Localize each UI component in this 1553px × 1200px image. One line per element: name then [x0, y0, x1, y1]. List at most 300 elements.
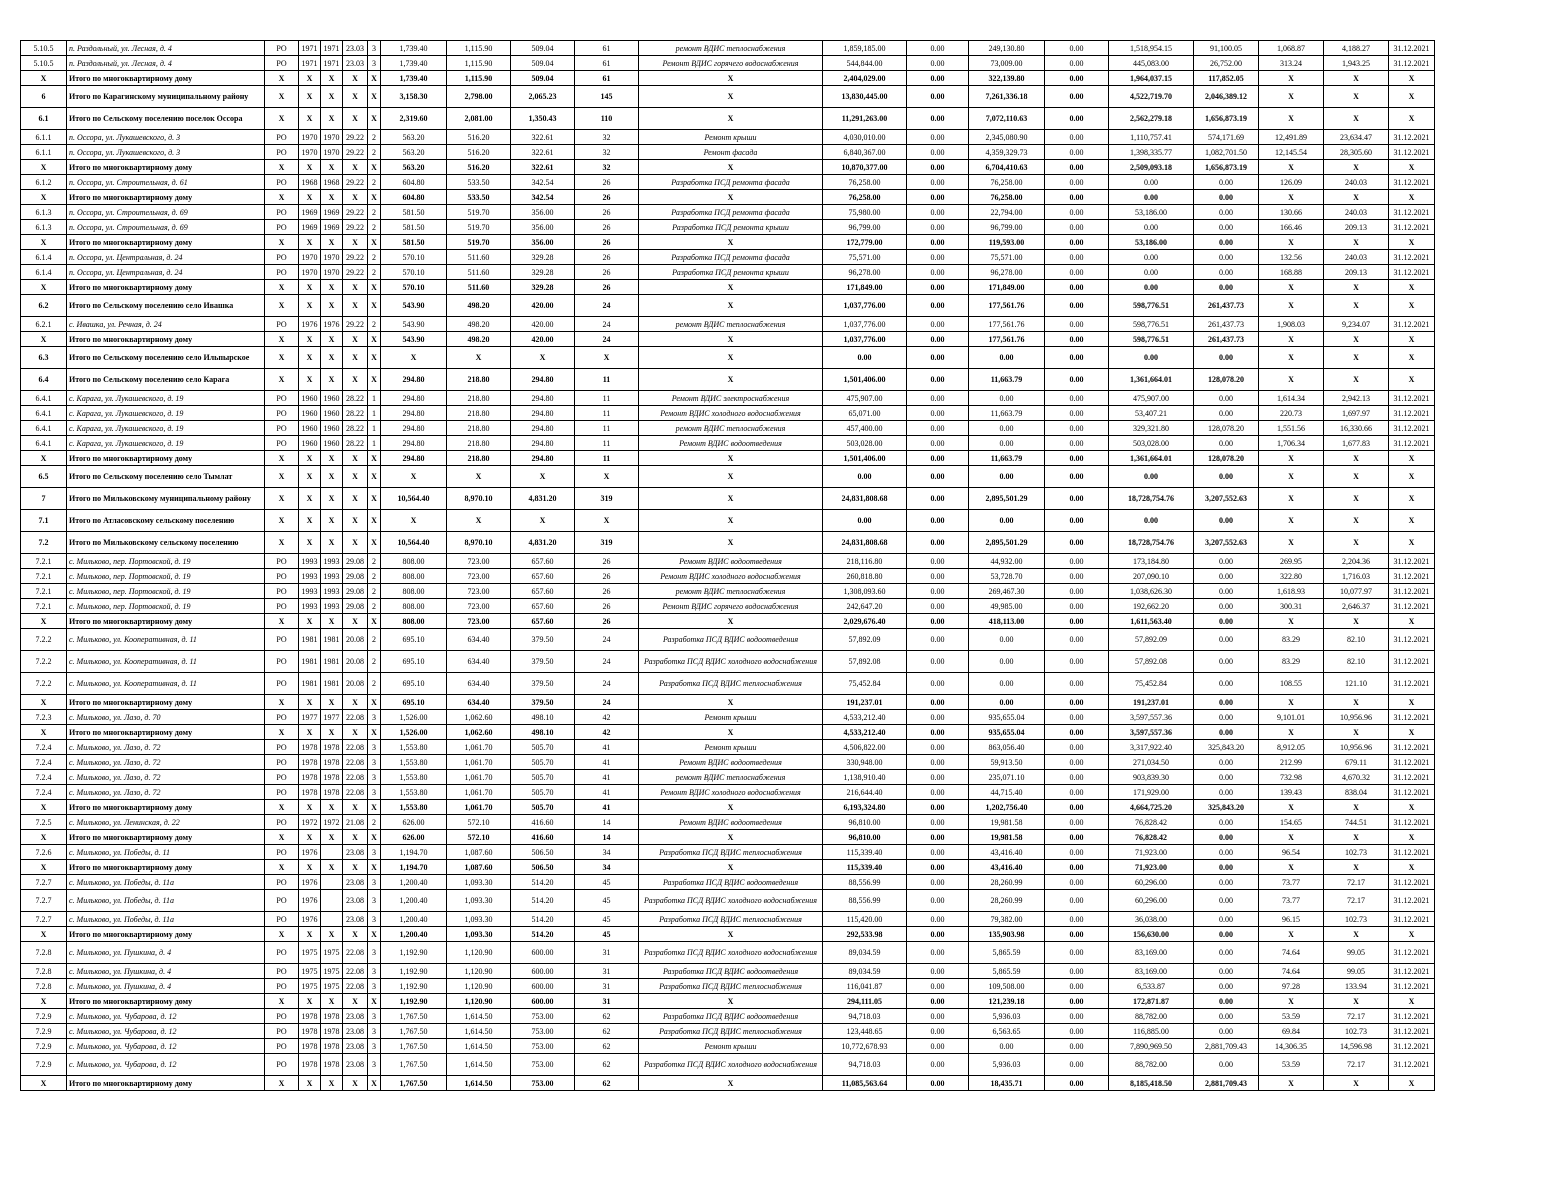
table-cell: 0.00 [1045, 800, 1109, 815]
table-cell: 0.00 [1045, 488, 1109, 510]
table-cell: 1970 [321, 265, 343, 280]
table-cell: X [639, 927, 823, 942]
table-cell: с. Мильково, ул. Кооперативная, д. 11 [67, 673, 265, 695]
table-cell: 572.10 [447, 815, 511, 830]
table-cell: 457,400.00 [823, 421, 907, 436]
table-cell: 83,169.00 [1109, 964, 1194, 979]
table-cell: Разработка ПСД ВДИС теплоснабжения [639, 912, 823, 927]
table-cell: 294.80 [381, 436, 447, 451]
table-cell: 19,981.58 [969, 830, 1045, 845]
table-cell: 31.12.2021 [1389, 912, 1435, 927]
table-cell: 7.2.8 [21, 979, 67, 994]
table-cell: 3 [368, 845, 381, 860]
table-cell: 0.00 [1194, 964, 1259, 979]
table-cell: РО [265, 1024, 299, 1039]
table-cell: 7.2.7 [21, 912, 67, 927]
table-cell: с. Мильково, пер. Портовской, д. 19 [67, 599, 265, 614]
table-cell: 475,907.00 [823, 391, 907, 406]
table-cell: 28.22 [343, 406, 368, 421]
table-cell: 0.00 [907, 421, 969, 436]
table-cell: 31.12.2021 [1389, 710, 1435, 725]
table-cell: 1960 [321, 421, 343, 436]
table-cell: X [343, 994, 368, 1009]
table-cell: X [1389, 927, 1435, 942]
table-cell: 1971 [321, 41, 343, 56]
table-cell: X [1324, 332, 1389, 347]
table-cell: 0.00 [1045, 629, 1109, 651]
table-cell: 445,083.00 [1109, 56, 1194, 71]
table-cell: 53,186.00 [1109, 205, 1194, 220]
table-cell: 753.00 [511, 1024, 575, 1039]
table-cell: 7.2.1 [21, 554, 67, 569]
table-cell: 2 [368, 651, 381, 673]
table-row [21, 280, 1435, 295]
table-cell: 10,564.40 [381, 532, 447, 554]
table-cell: 72.17 [1324, 890, 1389, 912]
table-cell: 72.17 [1324, 1009, 1389, 1024]
table-cell: 22.08 [343, 964, 368, 979]
table-cell: X [299, 994, 321, 1009]
table-cell: X [299, 347, 321, 369]
table-row [21, 317, 1435, 332]
table-cell: 294.80 [511, 369, 575, 391]
table-cell: 1,739.40 [381, 71, 447, 86]
table-cell: 0.00 [907, 406, 969, 421]
table-cell: РО [265, 942, 299, 964]
table-cell: 1,767.50 [381, 1076, 447, 1091]
table-cell: 3 [368, 912, 381, 927]
table-cell: 3 [368, 1024, 381, 1039]
table-cell: 1,767.50 [381, 1039, 447, 1054]
table-cell: 60,296.00 [1109, 875, 1194, 890]
table-cell: Итого по многоквартирному дому [67, 614, 265, 629]
table-cell: X [639, 488, 823, 510]
table-cell: Разработка ПСД ВДИС теплоснабжения [639, 673, 823, 695]
table-cell: 14 [575, 815, 639, 830]
table-cell: с. Мильково, ул. Лазо, д. 70 [67, 710, 265, 725]
table-cell: X [368, 927, 381, 942]
table-cell: X [21, 725, 67, 740]
table-cell: 1,308,093.60 [823, 584, 907, 599]
table-cell: 0.00 [1194, 994, 1259, 1009]
table-cell: 604.80 [381, 175, 447, 190]
table-cell: 42 [575, 710, 639, 725]
table-cell: 0.00 [1045, 369, 1109, 391]
table-cell: X [1259, 347, 1324, 369]
table-cell: 598,776.51 [1109, 317, 1194, 332]
table-cell: 32 [575, 130, 639, 145]
table-cell: X [639, 830, 823, 845]
table-cell: 31 [575, 942, 639, 964]
table-cell: 24 [575, 317, 639, 332]
table-cell [321, 912, 343, 927]
table-row [21, 130, 1435, 145]
table-cell: 294.80 [381, 391, 447, 406]
table-cell: 626.00 [381, 815, 447, 830]
table-cell: 0.00 [907, 205, 969, 220]
table-cell: 6.1.4 [21, 250, 67, 265]
table-cell: 2,204.36 [1324, 554, 1389, 569]
table-cell: 7.1 [21, 510, 67, 532]
table-cell: 0.00 [1194, 1024, 1259, 1039]
table-cell: 11,663.79 [969, 369, 1045, 391]
table-cell: X [21, 695, 67, 710]
table-cell: 1978 [299, 755, 321, 770]
table-cell: 0.00 [1045, 205, 1109, 220]
table-cell: X [321, 532, 343, 554]
table-row [21, 860, 1435, 875]
table-cell: 22.08 [343, 755, 368, 770]
table-cell: 0.00 [969, 673, 1045, 695]
table-cell: 0.00 [907, 466, 969, 488]
table-cell: 1,061.70 [447, 770, 511, 785]
table-cell: 1,082,701.50 [1194, 145, 1259, 160]
table-cell: 75,452.84 [1109, 673, 1194, 695]
table-cell: 26 [575, 554, 639, 569]
table-cell: 28,260.99 [969, 875, 1045, 890]
table-cell: 1960 [299, 436, 321, 451]
table-cell: Итого по Сельскому поселению село Карага [67, 369, 265, 391]
table-cell: 1,614.50 [447, 1024, 511, 1039]
table-cell: 4,831.20 [511, 488, 575, 510]
table-cell: РО [265, 175, 299, 190]
table-cell: 26 [575, 599, 639, 614]
table-cell: X [639, 451, 823, 466]
table-cell: 1970 [321, 130, 343, 145]
table-cell: 1993 [299, 569, 321, 584]
table-cell: 935,655.04 [969, 710, 1045, 725]
table-cell: 10,077.97 [1324, 584, 1389, 599]
table-cell: 24 [575, 295, 639, 317]
table-cell: 0.00 [907, 108, 969, 130]
table-cell: 1,200.40 [381, 927, 447, 942]
table-cell: 570.10 [381, 280, 447, 295]
table-cell: X [1259, 800, 1324, 815]
table-cell: X [321, 108, 343, 130]
table-cell: 935,655.04 [969, 725, 1045, 740]
table-cell: 53,407.21 [1109, 406, 1194, 421]
table-cell: X [1259, 695, 1324, 710]
table-cell: X [343, 927, 368, 942]
table-cell: X [447, 347, 511, 369]
table-cell: 115,339.40 [823, 860, 907, 875]
table-cell: 1970 [321, 250, 343, 265]
table-cell: Итого по многоквартирному дому [67, 71, 265, 86]
table-cell: 1,553.80 [381, 800, 447, 815]
table-cell: 29.08 [343, 584, 368, 599]
table-cell: 2 [368, 220, 381, 235]
table-cell: 322.80 [1259, 569, 1324, 584]
table-cell: 313.24 [1259, 56, 1324, 71]
table-cell: 1,964,037.15 [1109, 71, 1194, 86]
table-cell: 49,985.00 [969, 599, 1045, 614]
table-cell: 4,664,725.20 [1109, 800, 1194, 815]
table-row [21, 912, 1435, 927]
table-cell: 0.00 [907, 532, 969, 554]
table-cell: 102.73 [1324, 845, 1389, 860]
table-cell: X [321, 614, 343, 629]
table-cell: 4,533,212.40 [823, 710, 907, 725]
table-cell: 1960 [321, 406, 343, 421]
table-cell: 1,361,664.01 [1109, 369, 1194, 391]
table-cell: 31 [575, 964, 639, 979]
table-cell: Итого по многоквартирному дому [67, 332, 265, 347]
table-cell: Итого по многоквартирному дому [67, 451, 265, 466]
table-cell: 31.12.2021 [1389, 673, 1435, 695]
table-cell: 695.10 [381, 651, 447, 673]
table-cell: с. Мильково, ул. Чубарова, д. 12 [67, 1024, 265, 1039]
table-cell: X [1259, 488, 1324, 510]
table-cell: 32 [575, 145, 639, 160]
table-cell: 498.10 [511, 725, 575, 740]
table-cell: 0.00 [907, 250, 969, 265]
table-cell: 2,881,709.43 [1194, 1076, 1259, 1091]
table-cell: 2,029,676.40 [823, 614, 907, 629]
table-cell: 1978 [321, 1039, 343, 1054]
table-cell: п. Оссора, ул. Строительная, д. 69 [67, 205, 265, 220]
table-cell: 23.03 [343, 56, 368, 71]
table-cell: 128,078.20 [1194, 369, 1259, 391]
table-cell: 511.60 [447, 250, 511, 265]
table-cell: X [343, 332, 368, 347]
table-cell: 60,296.00 [1109, 890, 1194, 912]
table-cell: 1978 [321, 740, 343, 755]
table-cell: X [1389, 488, 1435, 510]
table-cell: 509.04 [511, 41, 575, 56]
table-cell: 420.00 [511, 295, 575, 317]
table-cell: 1975 [321, 979, 343, 994]
table-cell: 1978 [299, 1039, 321, 1054]
table-cell: Итого по многоквартирному дому [67, 235, 265, 250]
table-cell: 133.94 [1324, 979, 1389, 994]
table-cell: 3 [368, 1039, 381, 1054]
table-cell: X [1324, 695, 1389, 710]
table-cell: 0.00 [1045, 554, 1109, 569]
table-cell: РО [265, 979, 299, 994]
table-cell: 31.12.2021 [1389, 979, 1435, 994]
table-cell: 22.08 [343, 979, 368, 994]
table-cell: 0.00 [907, 651, 969, 673]
table-cell: 1978 [299, 1054, 321, 1076]
table-cell: 0.00 [907, 629, 969, 651]
table-cell: 0.00 [969, 510, 1045, 532]
table-cell: X [1259, 927, 1324, 942]
table-cell: 514.20 [511, 927, 575, 942]
table-cell: 503,028.00 [1109, 436, 1194, 451]
table-cell: 1,706.34 [1259, 436, 1324, 451]
table-cell: X [299, 451, 321, 466]
table-row [21, 406, 1435, 421]
table-cell: РО [265, 651, 299, 673]
table-cell: 24,831,808.68 [823, 488, 907, 510]
table-cell: 416.60 [511, 815, 575, 830]
table-cell: Итого по Атласовскому сельскому поселению [67, 510, 265, 532]
table-cell: 121,239.18 [969, 994, 1045, 1009]
table-cell: Итого по многоквартирному дому [67, 160, 265, 175]
table-cell: 31.12.2021 [1389, 1024, 1435, 1039]
table-cell: 1,739.40 [381, 41, 447, 56]
table-cell: 0.00 [1194, 554, 1259, 569]
table-cell: 3 [368, 770, 381, 785]
table-cell: X [321, 800, 343, 815]
table-cell: X [1389, 725, 1435, 740]
table-cell: 83.29 [1259, 651, 1324, 673]
table-cell: ремонт ВДИС теплоснабжения [639, 317, 823, 332]
table-cell: X [1389, 369, 1435, 391]
table-cell: X [368, 466, 381, 488]
table-cell: X [1259, 614, 1324, 629]
table-cell: 1,061.70 [447, 800, 511, 815]
table-cell: 1970 [321, 145, 343, 160]
table-cell: 0.00 [907, 295, 969, 317]
table-cell: 31.12.2021 [1389, 250, 1435, 265]
table-cell: 1969 [321, 205, 343, 220]
table-cell: 0.00 [907, 488, 969, 510]
table-cell: 9,101.01 [1259, 710, 1324, 725]
table-cell: X [639, 532, 823, 554]
table-cell: 0.00 [907, 220, 969, 235]
table-cell: 1,120.90 [447, 942, 511, 964]
table-cell: Итого по многоквартирному дому [67, 800, 265, 815]
table-cell: 26 [575, 235, 639, 250]
table-cell: Итого по Сельскому поселению село Тымлат [67, 466, 265, 488]
table-cell: 0.00 [1194, 710, 1259, 725]
table-cell: X [265, 994, 299, 1009]
table-cell: 0.00 [907, 56, 969, 71]
table-cell: 0.00 [1194, 569, 1259, 584]
table-cell: 102.73 [1324, 912, 1389, 927]
table-cell: X [447, 466, 511, 488]
table-cell: 1975 [299, 942, 321, 964]
table-cell: РО [265, 785, 299, 800]
table-cell: 7.2.4 [21, 770, 67, 785]
table-cell: 0.00 [1194, 875, 1259, 890]
table-cell: 26 [575, 569, 639, 584]
table-cell: 31.12.2021 [1389, 785, 1435, 800]
table-cell: 0.00 [1194, 695, 1259, 710]
table-cell: X [265, 160, 299, 175]
table-cell: 1,614.50 [447, 1009, 511, 1024]
table-cell: 342.54 [511, 190, 575, 205]
table-cell: X [1324, 927, 1389, 942]
table-cell: 0.00 [907, 875, 969, 890]
table-cell: X [21, 280, 67, 295]
table-cell: 26 [575, 250, 639, 265]
table-cell: X [21, 1076, 67, 1091]
table-cell: 1981 [299, 629, 321, 651]
table-cell: РО [265, 56, 299, 71]
table-cell: 218.80 [447, 421, 511, 436]
table-cell: 88,782.00 [1109, 1009, 1194, 1024]
table-cell: РО [265, 265, 299, 280]
table-cell: 1 [368, 406, 381, 421]
table-cell: 3 [368, 56, 381, 71]
table-cell: 1,062.60 [447, 725, 511, 740]
table-cell: 242,647.20 [823, 599, 907, 614]
table-cell: РО [265, 912, 299, 927]
table-cell: 6.4 [21, 369, 67, 391]
table-cell: 0.00 [1045, 532, 1109, 554]
table-cell: 1,553.80 [381, 785, 447, 800]
table-cell: 600.00 [511, 994, 575, 1009]
table-cell: 1978 [321, 1009, 343, 1024]
table-cell: 6 [21, 86, 67, 108]
table-cell: 753.00 [511, 1009, 575, 1024]
table-cell: РО [265, 406, 299, 421]
table-cell: 2,509,093.18 [1109, 160, 1194, 175]
table-cell: с. Мильково, пер. Портовской, д. 19 [67, 554, 265, 569]
table-cell: 0.00 [907, 845, 969, 860]
table-cell: X [265, 532, 299, 554]
table-cell: X [368, 295, 381, 317]
table-cell: X [21, 71, 67, 86]
table-cell: X [1259, 108, 1324, 130]
table-cell: X [1389, 800, 1435, 815]
table-cell: Разработка ПСД ВДИС водоотведения [639, 875, 823, 890]
table-cell: 75,452.84 [823, 673, 907, 695]
table-cell: РО [265, 815, 299, 830]
table-cell: 31.12.2021 [1389, 421, 1435, 436]
table-cell: 1,361,664.01 [1109, 451, 1194, 466]
table-cell: 0.00 [1045, 740, 1109, 755]
table-cell: 0.00 [907, 369, 969, 391]
table-cell: 0.00 [1045, 295, 1109, 317]
table-row [21, 1054, 1435, 1076]
table-cell: 0.00 [907, 1076, 969, 1091]
table-cell: X [299, 369, 321, 391]
table-cell: 0.00 [907, 332, 969, 347]
table-cell: 123,448.65 [823, 1024, 907, 1039]
table-cell: Разработка ПСД ВДИС холодного водоснабжения [639, 942, 823, 964]
table-cell: X [1324, 108, 1389, 130]
table-cell: X [321, 332, 343, 347]
table-cell: 1970 [299, 265, 321, 280]
table-cell: 1,087.60 [447, 860, 511, 875]
table-cell: X [299, 1076, 321, 1091]
table-cell: X [321, 860, 343, 875]
table-cell: с. Мильково, ул. Чубарова, д. 12 [67, 1054, 265, 1076]
table-cell: Ремонт ВДИС горячего водоснабжения [639, 599, 823, 614]
table-cell: X [639, 695, 823, 710]
table-cell: 0.00 [1194, 979, 1259, 994]
table-cell: 514.20 [511, 912, 575, 927]
table-cell: X [1259, 332, 1324, 347]
table-cell: X [639, 614, 823, 629]
table-cell: X [639, 1076, 823, 1091]
table-cell: 0.00 [907, 145, 969, 160]
table-cell: 99.05 [1324, 942, 1389, 964]
table-cell: Итого по Мильковскому муниципальному району [67, 488, 265, 510]
table-cell: X [368, 994, 381, 1009]
table-cell: 31.12.2021 [1389, 599, 1435, 614]
table-cell: 209.13 [1324, 220, 1389, 235]
table-cell: 0.00 [907, 1054, 969, 1076]
table-cell: 45 [575, 912, 639, 927]
table-cell: X [1389, 451, 1435, 466]
table-cell: 1,061.70 [447, 755, 511, 770]
table-cell: X [1389, 860, 1435, 875]
table-cell: 28.22 [343, 436, 368, 451]
table-cell: 0.00 [1194, 391, 1259, 406]
table-cell: X [639, 86, 823, 108]
table-cell: 0.00 [1045, 875, 1109, 890]
table-cell: 505.70 [511, 755, 575, 770]
table-cell: 62 [575, 1076, 639, 1091]
table-cell: 1969 [299, 220, 321, 235]
table-cell: 76,828.42 [1109, 830, 1194, 845]
table-cell: X [343, 108, 368, 130]
table-cell: 294,111.05 [823, 994, 907, 1009]
